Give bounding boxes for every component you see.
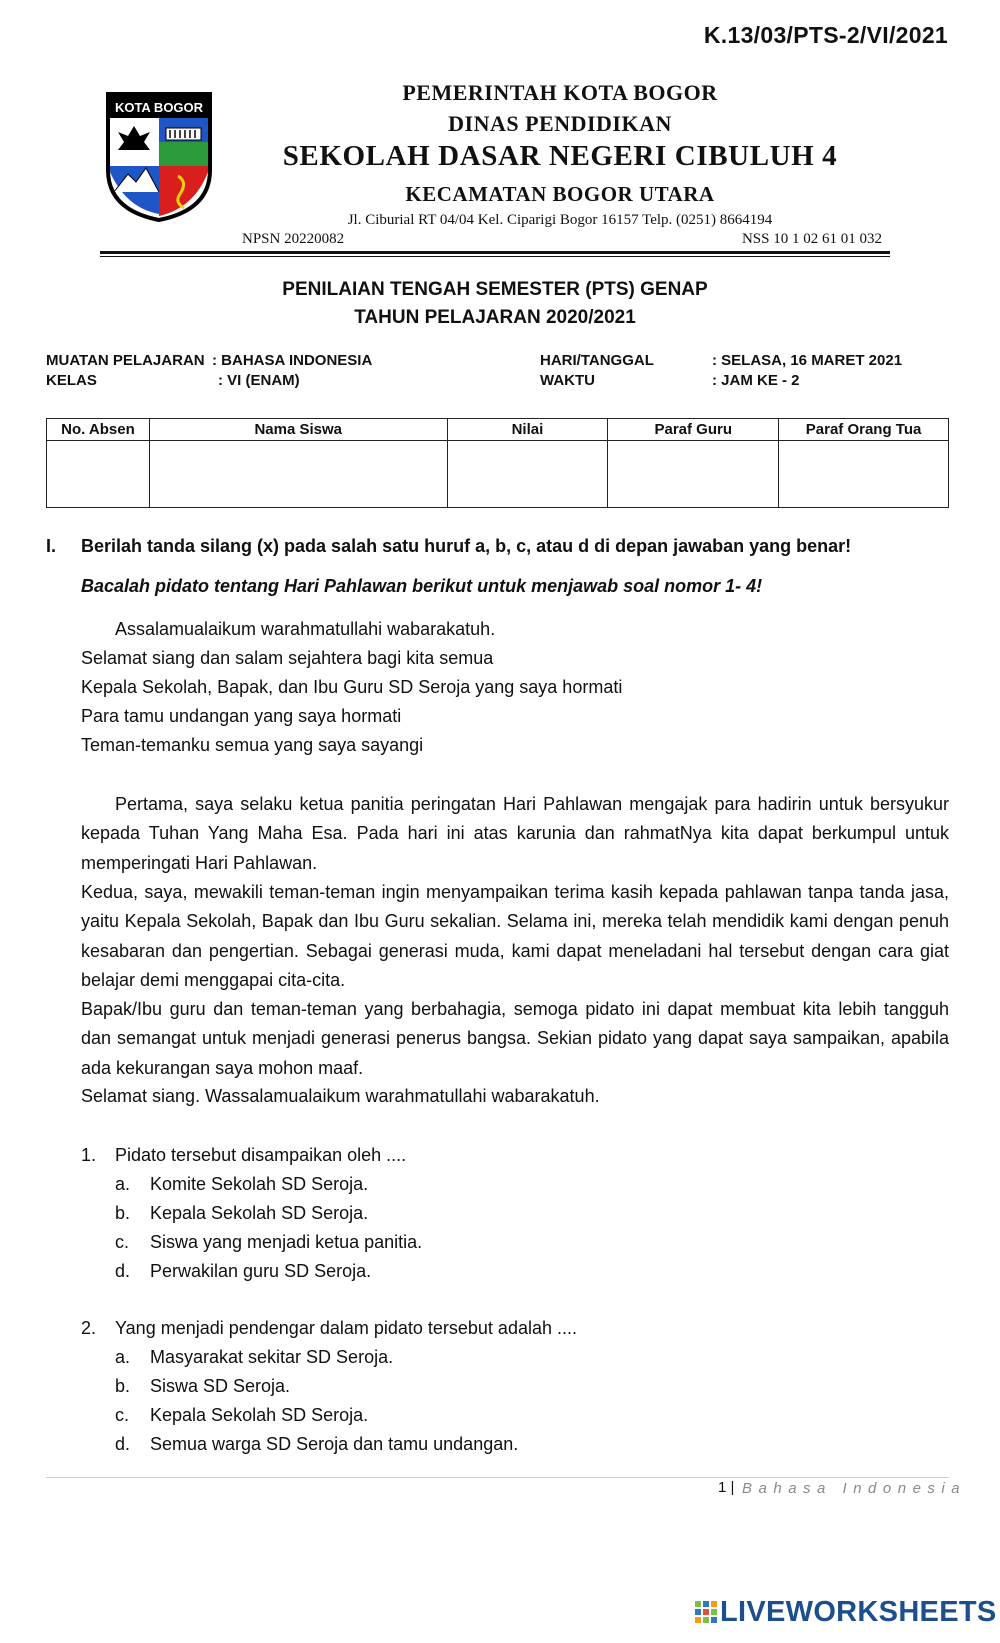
speech-paragraph-3: Bapak/Ibu guru dan teman-teman yang berbahagia, semoga pidato ini dapat membuat kita lebih tangguh dan semangat untuk menjadi generasi penerus bangsa. Sekian pidato yang dapat saya sampaikan, apabila ada kekurangan saya mohon maaf. — [81, 999, 949, 1078]
date-value: : SELASA, 16 MARET 2021 — [712, 352, 903, 369]
exam-year: TAHUN PELAJARAN 2020/2021 — [354, 307, 636, 328]
option-letter[interactable]: d. — [115, 1261, 131, 1281]
speech-greeting: Teman-temanku semua yang saya sayangi — [81, 735, 424, 755]
class-label: KELAS — [46, 372, 97, 389]
section-instruction: Berilah tanda silang (x) pada salah satu huruf a, b, c, atau d di depan jawaban yang benar! — [81, 536, 852, 556]
speech-paragraph-1: Pertama, saya selaku ketua panitia peringatan Hari Pahlawan mengajak para hadirin untuk bersyukur kepada Tuhan Yang Maha Esa. Pada hari ini atas karunia dan rahmatNya kita dapat berkumpul untuk memperingati Hari Pahlawan. — [81, 794, 949, 873]
option-text[interactable]: Siswa SD Seroja. — [150, 1376, 291, 1396]
option-text[interactable]: Komite Sekolah SD Seroja. — [150, 1174, 369, 1194]
letterhead-department: DINAS PENDIDIKAN — [448, 111, 672, 136]
header-nama-siswa: Nama Siswa — [149, 419, 447, 441]
header-nilai: Nilai — [447, 419, 608, 441]
option-text[interactable]: Perwakilan guru SD Seroja. — [150, 1261, 372, 1281]
question-text: Yang menjadi pendengar dalam pidato tersebut adalah .... — [115, 1318, 577, 1338]
question-text: Pidato tersebut disampaikan oleh .... — [115, 1145, 407, 1165]
time-label: WAKTU — [540, 372, 595, 389]
speech-greeting: Assalamualaikum warahmatullahi wabarakatuh. — [115, 619, 496, 639]
option-letter[interactable]: a. — [115, 1347, 131, 1367]
school-nss: NSS 10 1 02 61 01 032 — [741, 231, 882, 247]
score-table-header — [47, 419, 949, 441]
footer-divider — [46, 1477, 949, 1478]
cell-paraf-orang-tua[interactable] — [779, 441, 949, 508]
score-table — [46, 418, 949, 508]
header-paraf-guru: Paraf Guru — [608, 419, 779, 441]
letterhead-district: KECAMATAN BOGOR UTARA — [405, 182, 715, 206]
speech-greeting: Para tamu undangan yang saya hormati — [81, 706, 402, 726]
option-letter[interactable]: d. — [115, 1434, 131, 1454]
header-no-absen: No. Absen — [47, 419, 150, 441]
option-letter[interactable]: b. — [115, 1203, 131, 1223]
reading-instruction: Bacalah pidato tentang Hari Pahlawan berikut untuk menjawab soal nomor 1- 4! — [81, 576, 763, 596]
class-value: : VI (ENAM) — [218, 372, 300, 389]
speech-greeting: Selamat siang dan salam sejahtera bagi kita semua — [81, 648, 494, 668]
option-text[interactable]: Kepala Sekolah SD Seroja. — [150, 1203, 369, 1223]
footer-subject: Bahasa Indonesia — [742, 1480, 967, 1497]
option-text[interactable]: Semua warga SD Seroja dan tamu undangan. — [150, 1434, 519, 1454]
school-address: Jl. Ciburial RT 04/04 Kel. Ciparigi Bogor 16157 Telp. (0251) 8664194 — [347, 212, 773, 228]
logo-text: KOTA BOGOR — [114, 100, 204, 115]
letterhead-divider — [100, 251, 890, 254]
document-code: K.13/03/PTS-2/VI/2021 — [703, 22, 948, 48]
school-npsn: NPSN 20220082 — [242, 231, 345, 247]
subject-label: MUATAN PELAJARAN — [46, 352, 205, 369]
score-table-row — [47, 441, 949, 508]
question-number: 2. — [81, 1318, 97, 1338]
speech-greeting: Kepala Sekolah, Bapak, dan Ibu Guru SD Seroja yang saya hormati — [81, 677, 623, 697]
page-number: 1 | — [718, 1479, 735, 1496]
subject-value: : BAHASA INDONESIA — [212, 352, 373, 369]
option-text[interactable]: Masyarakat sekitar SD Seroja. — [150, 1347, 394, 1367]
speech-paragraph-2: Kedua, saya, mewakili teman-teman ingin menyampaikan terima kasih kepada pahlawan tanpa tanda jasa, yaitu Kepala Sekolah, Bapak dan Ibu Guru sekalian. Selama ini, mereka telah mendidik kami dengan penuh kesabaran dan pengertian. Sebagai generasi muda, kami dapat meneladani hal tersebut dengan cara giat belajar demi menggapai cita-cita. — [81, 882, 949, 990]
letterhead-school-name: SEKOLAH DASAR NEGERI CIBULUH 4 — [282, 140, 838, 172]
date-label: HARI/TANGGAL — [540, 352, 654, 369]
option-text[interactable]: Siswa yang menjadi ketua panitia. — [150, 1232, 423, 1252]
option-text[interactable]: Kepala Sekolah SD Seroja. — [150, 1405, 369, 1425]
exam-title: PENILAIAN TENGAH SEMESTER (PTS) GENAP — [282, 279, 708, 300]
kota-bogor-emblem-icon — [106, 92, 212, 222]
liveworksheets-logo-icon — [694, 1600, 718, 1624]
question-number: 1. — [81, 1145, 97, 1165]
option-letter[interactable]: b. — [115, 1376, 131, 1396]
cell-nilai[interactable] — [447, 441, 608, 508]
speech-closing: Selamat siang. Wassalamualaikum warahmatullahi wabarakatuh. — [81, 1086, 600, 1106]
liveworksheets-watermark[interactable]: LIVEWORKSHEETS — [720, 1596, 997, 1628]
header-paraf-orang-tua: Paraf Orang Tua — [779, 419, 949, 441]
letterhead-government: PEMERINTAH KOTA BOGOR — [402, 80, 718, 105]
time-value: : JAM KE - 2 — [712, 372, 800, 389]
cell-nama-siswa[interactable] — [149, 441, 447, 508]
option-letter[interactable]: c. — [115, 1232, 130, 1252]
option-letter[interactable]: c. — [115, 1405, 130, 1425]
letterhead-divider-thin — [100, 256, 890, 257]
cell-no-absen[interactable] — [47, 441, 150, 508]
section-number: I. — [46, 536, 57, 556]
cell-paraf-guru[interactable] — [608, 441, 779, 508]
option-letter[interactable]: a. — [115, 1174, 131, 1194]
